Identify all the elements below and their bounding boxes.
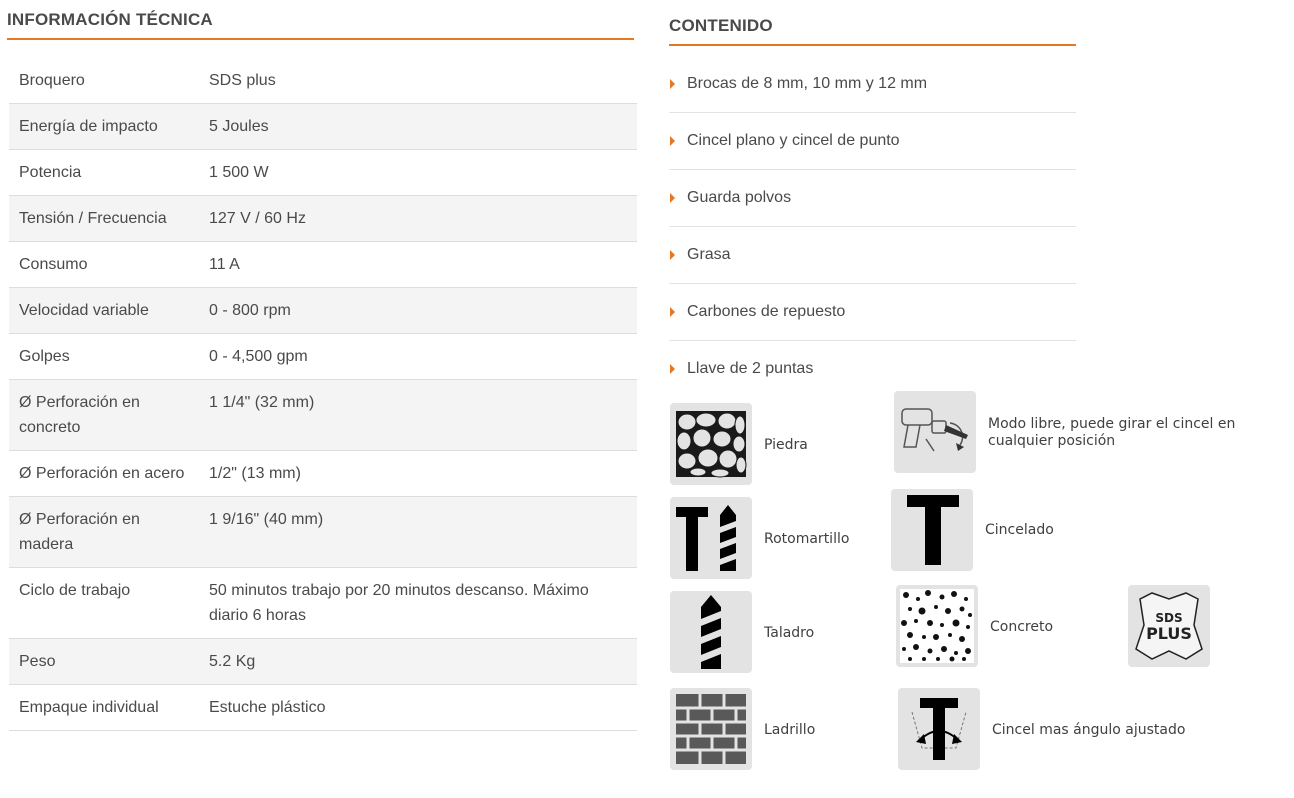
- table-row: [9, 104, 637, 150]
- spec-label: Potencia: [9, 150, 199, 196]
- spec-value: 1/2" (13 mm): [199, 451, 637, 497]
- contents-section-title: CONTENIDO: [669, 16, 1076, 46]
- table-row: [9, 58, 637, 104]
- spec-value: 5.2 Kg: [199, 639, 637, 685]
- spec-label: Golpes: [9, 334, 199, 380]
- spec-table: [9, 58, 637, 731]
- sds-badge-top: SDS: [1155, 611, 1183, 625]
- spec-label: Ciclo de trabajo: [9, 568, 199, 639]
- drill-icon: [670, 591, 752, 673]
- list-item: [669, 227, 1076, 284]
- bullet-triangle-icon: [670, 79, 675, 89]
- spec-value: 127 V / 60 Hz: [199, 196, 637, 242]
- stone-icon: [670, 403, 752, 485]
- list-item-label: Guarda polvos: [687, 189, 792, 206]
- table-row: [9, 288, 637, 334]
- spec-value: SDS plus: [199, 58, 637, 104]
- list-item-label: Brocas de 8 mm, 10 mm y 12 mm: [687, 75, 928, 92]
- bullet-triangle-icon: [670, 364, 675, 374]
- spec-value: 1 9/16" (40 mm): [199, 497, 637, 568]
- bullet-triangle-icon: [670, 136, 675, 146]
- feature-label-ladrillo: Ladrillo: [764, 722, 816, 738]
- table-row: [9, 497, 637, 568]
- spec-label: Empaque individual: [9, 685, 199, 731]
- table-row: [9, 685, 637, 731]
- spec-value: 0 - 4,500 gpm: [199, 334, 637, 380]
- list-item: [669, 170, 1076, 227]
- feature-label-rotomartillo: Rotomartillo: [764, 531, 850, 547]
- feature-label-cincelado: Cincelado: [985, 522, 1054, 538]
- table-row: [9, 639, 637, 685]
- brick-icon: [670, 688, 752, 770]
- adjustable-chisel-icon: [898, 688, 980, 770]
- list-item-label: Carbones de repuesto: [687, 303, 846, 320]
- table-row: [9, 150, 637, 196]
- sds-badge-bottom: PLUS: [1146, 624, 1192, 643]
- spec-label: Broquero: [9, 58, 199, 104]
- list-item-label: Cincel plano y cincel de punto: [687, 132, 900, 149]
- spec-value: 50 minutos trabajo por 20 minutos descanso. Máximo diario 6 horas: [199, 568, 637, 639]
- spec-value: Estuche plástico: [199, 685, 637, 731]
- table-row: [9, 568, 637, 639]
- spec-label: Tensión / Frecuencia: [9, 196, 199, 242]
- feature-label-cincel-angulo: Cincel mas ángulo ajustado: [992, 722, 1186, 738]
- feature-label-taladro: Taladro: [764, 625, 815, 641]
- spec-label: Ø Perforación en acero: [9, 451, 199, 497]
- free-mode-icon: [894, 391, 976, 473]
- spec-label: Peso: [9, 639, 199, 685]
- spec-label: Ø Perforación en madera: [9, 497, 199, 568]
- spec-value: 0 - 800 rpm: [199, 288, 637, 334]
- spec-label: Energía de impacto: [9, 104, 199, 150]
- contents-list: [669, 56, 1076, 397]
- list-item: [669, 284, 1076, 341]
- concrete-icon: [896, 585, 978, 667]
- spec-label: Ø Perforación en concreto: [9, 380, 199, 451]
- spec-value: 11 A: [199, 242, 637, 288]
- spec-value: 1 1/4" (32 mm): [199, 380, 637, 451]
- table-row: [9, 451, 637, 497]
- list-item: [669, 56, 1076, 113]
- list-item-label: Grasa: [687, 246, 731, 263]
- table-row: [9, 334, 637, 380]
- bullet-triangle-icon: [670, 307, 675, 317]
- list-item: [669, 113, 1076, 170]
- spec-value: 5 Joules: [199, 104, 637, 150]
- feature-label-piedra: Piedra: [764, 437, 808, 453]
- table-row: [9, 196, 637, 242]
- table-row: [9, 242, 637, 288]
- bullet-triangle-icon: [670, 193, 675, 203]
- list-item-label: Llave de 2 puntas: [687, 360, 814, 377]
- chisel-icon: [891, 489, 973, 571]
- feature-label-concreto: Concreto: [990, 619, 1054, 635]
- spec-value: 1 500 W: [199, 150, 637, 196]
- sds-plus-icon: [1128, 585, 1210, 667]
- feature-label-modo-libre: Modo libre, puede girar el cincel en cualquier posición: [988, 416, 1236, 449]
- hammer-drill-icon: [670, 497, 752, 579]
- spec-label: Velocidad variable: [9, 288, 199, 334]
- spec-section-title: INFORMACIÓN TÉCNICA: [7, 10, 634, 40]
- table-row: [9, 380, 637, 451]
- spec-label: Consumo: [9, 242, 199, 288]
- list-item: [669, 341, 1076, 397]
- bullet-triangle-icon: [670, 250, 675, 260]
